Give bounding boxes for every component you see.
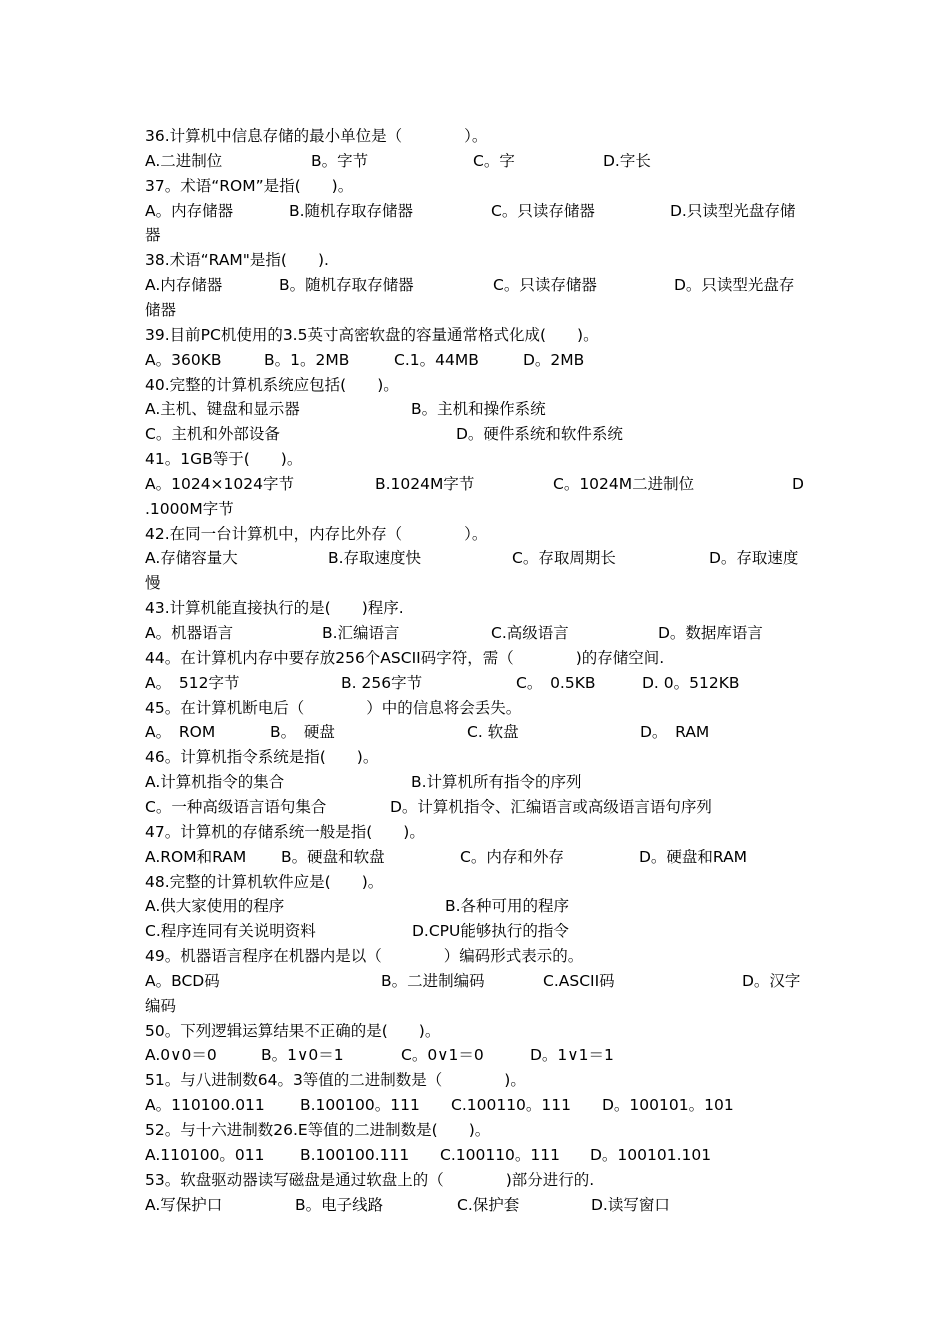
option-text: C. 软盘 [467, 723, 519, 741]
option-text: A.110100。011 [145, 1146, 265, 1164]
option-text: D. 0。512KB [642, 674, 740, 692]
options-row [145, 894, 807, 918]
option-text: B.存取速度快 [328, 549, 422, 567]
option-text: D。数据库语言 [658, 624, 763, 642]
option-text: B。电子线路 [295, 1196, 384, 1214]
option-text: B。二进制编码 [381, 972, 485, 990]
options-row [145, 1043, 807, 1067]
question-stem: 40.完整的计算机系统应包括( )。 [145, 376, 399, 394]
option-text: C。只读存储器 [491, 202, 595, 220]
option-text: C.ASCII码 [543, 972, 615, 990]
option-text: C。存取周期长 [512, 549, 616, 567]
option-text: D。计算机指令、汇编语言或高级语言语句序列 [390, 798, 712, 816]
option-text: C。内存和外存 [460, 848, 564, 866]
option-text: D。100101。101 [602, 1096, 734, 1114]
option-text: A.存储容量大 [145, 549, 238, 567]
option-wrap-text: 慢 [145, 574, 161, 592]
question-stem: 49。机器语言程序在机器内是以（ ）编码形式表示的。 [145, 947, 584, 965]
options-row [145, 720, 807, 744]
option-text: A。 ROM [145, 723, 216, 741]
option-text: B。1。2MB [264, 351, 350, 369]
options-row [145, 273, 807, 297]
question-stem: 41。1GB等于( )。 [145, 450, 303, 468]
options-row [145, 397, 807, 421]
option-wrap-text: 编码 [145, 997, 177, 1015]
option-text: B.各种可用的程序 [445, 897, 570, 915]
question-stem: 38.术语“RAM"是指( ). [145, 251, 329, 269]
option-text: C.程序连同有关说明资料 [145, 922, 316, 940]
question-stem: 43.计算机能直接执行的是( )程序. [145, 599, 404, 617]
option-text: B. 256字节 [341, 674, 423, 692]
options-row [145, 621, 807, 645]
option-text: A.写保护口 [145, 1196, 223, 1214]
options-row [145, 1143, 807, 1167]
option-wrap-text: 器 [145, 226, 161, 244]
option-text: A.0∨0＝0 [145, 1046, 217, 1064]
option-text: D。硬盘和RAM [639, 848, 748, 866]
option-text: B。字节 [311, 152, 369, 170]
option-text: D。只读型光盘存 [674, 276, 795, 294]
question-stem: 37。术语“ROM”是指( )。 [145, 177, 354, 195]
options-row [145, 969, 807, 993]
question-stem: 42.在同一台计算机中，内存比外存（ ）。 [145, 525, 488, 543]
option-text: B.随机存取存储器 [289, 202, 414, 220]
options-row [145, 1193, 807, 1217]
question-stem: 44。在计算机内存中要存放256个ASCII码字符，需（ )的存储空间. [145, 649, 665, 667]
option-text: D。1∨1＝1 [530, 1046, 614, 1064]
option-text: B.100100。111 [300, 1096, 420, 1114]
option-text: C.100110。111 [451, 1096, 572, 1114]
question-stem: 36.计算机中信息存储的最小单位是（ ）。 [145, 127, 488, 145]
option-text: A。BCD码 [145, 972, 220, 990]
option-text: D。存取速度 [709, 549, 799, 567]
option-text: B.计算机所有指令的序列 [411, 773, 582, 791]
option-text: D。2MB [523, 351, 585, 369]
option-text: C。 0.5KB [516, 674, 596, 692]
option-text: C.1。44MB [394, 351, 479, 369]
option-text: A.二进制位 [145, 152, 223, 170]
question-stem: 46。计算机指令系统是指( )。 [145, 748, 379, 766]
options-row [145, 671, 807, 695]
option-text: A.计算机指令的集合 [145, 773, 285, 791]
options-row [145, 422, 807, 446]
option-text: A。110100.011 [145, 1096, 265, 1114]
option-text: C.保护套 [457, 1196, 520, 1214]
option-text: A。1024×1024字节 [145, 475, 294, 493]
options-row [145, 770, 807, 794]
options-row [145, 919, 807, 943]
option-text: D.读写窗口 [591, 1196, 670, 1214]
option-text: D.CPU能够执行的指令 [412, 922, 569, 940]
question-stem: 39.目前PC机使用的3.5英寸高密软盘的容量通常格式化成( )。 [145, 326, 599, 344]
option-text: A。内存储器 [145, 202, 234, 220]
option-text: B.汇编语言 [322, 624, 400, 642]
option-text: A。机器语言 [145, 624, 234, 642]
options-row [145, 199, 807, 223]
option-text: A。360KB [145, 351, 222, 369]
question-stem: 45。在计算机断电后（ ）中的信息将会丢失。 [145, 699, 522, 717]
option-text: C。0∨1＝0 [401, 1046, 484, 1064]
option-text: A.ROM和RAM [145, 848, 247, 866]
option-text: B。硬盘和软盘 [281, 848, 385, 866]
option-text: B。主机和操作系统 [411, 400, 546, 418]
option-text: C。1024M二进制位 [553, 475, 695, 493]
option-text: D.只读型光盘存储 [670, 202, 796, 220]
option-text: C.高级语言 [491, 624, 569, 642]
question-stem: 53。软盘驱动器读写磁盘是通过软盘上的（ )部分进行的. [145, 1171, 595, 1189]
option-text: C。字 [473, 152, 515, 170]
options-row [145, 348, 807, 372]
option-text: B.100100.111 [300, 1146, 410, 1164]
question-stem: 48.完整的计算机软件应是( )。 [145, 873, 384, 891]
option-text: C。只读存储器 [493, 276, 597, 294]
option-text: A.供大家使用的程序 [145, 897, 285, 915]
option-text: A.主机、键盘和显示器 [145, 400, 300, 418]
option-text: C。主机和外部设备 [145, 425, 280, 443]
options-row [145, 149, 807, 173]
option-text: B。随机存取存储器 [279, 276, 414, 294]
question-stem: 50。下列逻辑运算结果不正确的是( )。 [145, 1022, 441, 1040]
options-row [145, 546, 807, 570]
option-text: D。汉字 [742, 972, 801, 990]
options-row [145, 845, 807, 869]
question-stem: 51。与八进制数64。3等值的二进制数是（ )。 [145, 1071, 526, 1089]
option-text: D。100101.101 [590, 1146, 712, 1164]
option-text: B。1∨0＝1 [261, 1046, 344, 1064]
question-stem: 52。与十六进制数26.E等值的二进制数是( )。 [145, 1121, 491, 1139]
option-text: A。 512字节 [145, 674, 240, 692]
option-text: D。硬件系统和软件系统 [456, 425, 623, 443]
option-text: D [792, 475, 804, 493]
option-text: D.字长 [603, 152, 651, 170]
option-wrap-text: .1000M字节 [145, 500, 234, 518]
option-wrap-text: 储器 [145, 301, 177, 319]
options-row [145, 795, 807, 819]
option-text: B.1024M字节 [375, 475, 475, 493]
option-text: A.内存储器 [145, 276, 223, 294]
option-text: C。一种高级语言语句集合 [145, 798, 327, 816]
question-stem: 47。计算机的存储系统一般是指( )。 [145, 823, 425, 841]
option-text: C.100110。111 [440, 1146, 561, 1164]
option-text: B。 硬盘 [270, 723, 335, 741]
options-row [145, 1093, 807, 1117]
option-text: D。 RAM [640, 723, 710, 741]
options-row [145, 472, 807, 496]
